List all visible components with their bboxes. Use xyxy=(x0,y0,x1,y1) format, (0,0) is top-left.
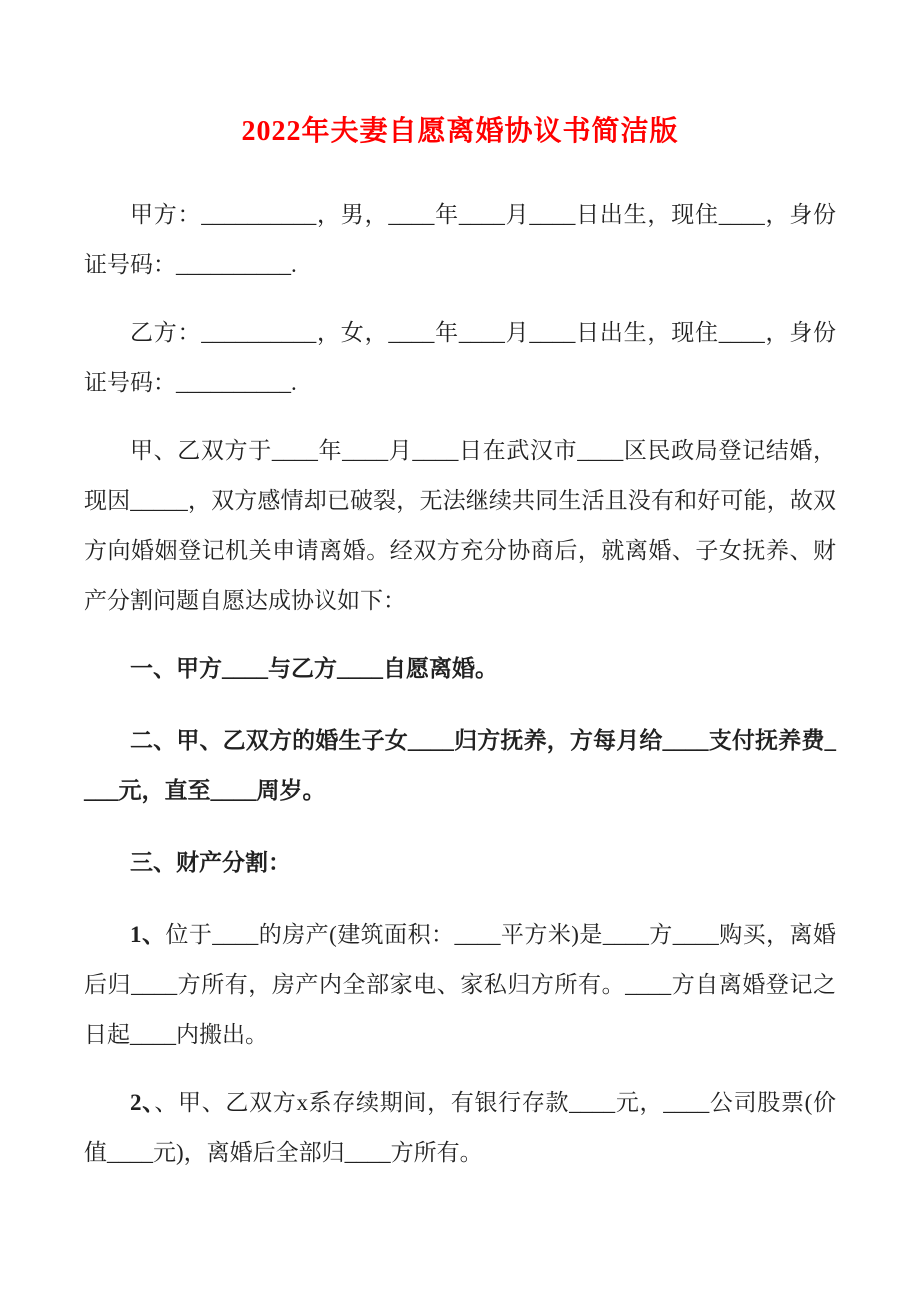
property-item-savings-number: 2、 xyxy=(130,1090,155,1115)
paragraph-party-a: 甲方：__________，男，____年____月____日出生，现住____，身份证号码：__________. xyxy=(84,202,836,277)
property-item-savings-text: 、甲、乙双方x系存续期间，有银行存款____元，____公司股票(价值____元)，离婚后全部归____方所有。 xyxy=(84,1090,836,1165)
clause-property-division-heading: 三、财产分割： xyxy=(130,850,291,875)
clause-divorce-agreement: 一、甲方____与乙方____自愿离婚。 xyxy=(130,656,498,681)
property-item-house xyxy=(84,910,836,1060)
paragraph-preamble: 甲、乙双方于____年____月____日在武汉市____区民政局登记结婚，现因_____，双方感情却已破裂，无法继续共同生活且没有和好可能，故双方向婚姻登记机关申请离婚。经双方充分协商后，就离婚、子女抚养、财产分割问题自愿达成协议如下： xyxy=(84,438,836,613)
clause-child-custody: 二、甲、乙双方的婚生子女____归方抚养，方每月给____支付抚养费____元，直至____周岁。 xyxy=(84,728,836,803)
document-title: 2022年夫妻自愿离婚协议书简洁版 xyxy=(241,116,679,147)
property-item-house-text: 位于____的房产(建筑面积：____平方米)是____方____购买，离婚后归____方所有，房产内全部家电、家私归方所有。____方自离婚登记之日起____内搬出。 xyxy=(84,922,836,1047)
paragraph-party-b: 乙方：__________，女，____年____月____日出生，现住____，身份证号码：__________. xyxy=(84,320,836,395)
property-item-house-number: 1、 xyxy=(130,922,166,947)
property-item-savings xyxy=(84,1078,836,1178)
